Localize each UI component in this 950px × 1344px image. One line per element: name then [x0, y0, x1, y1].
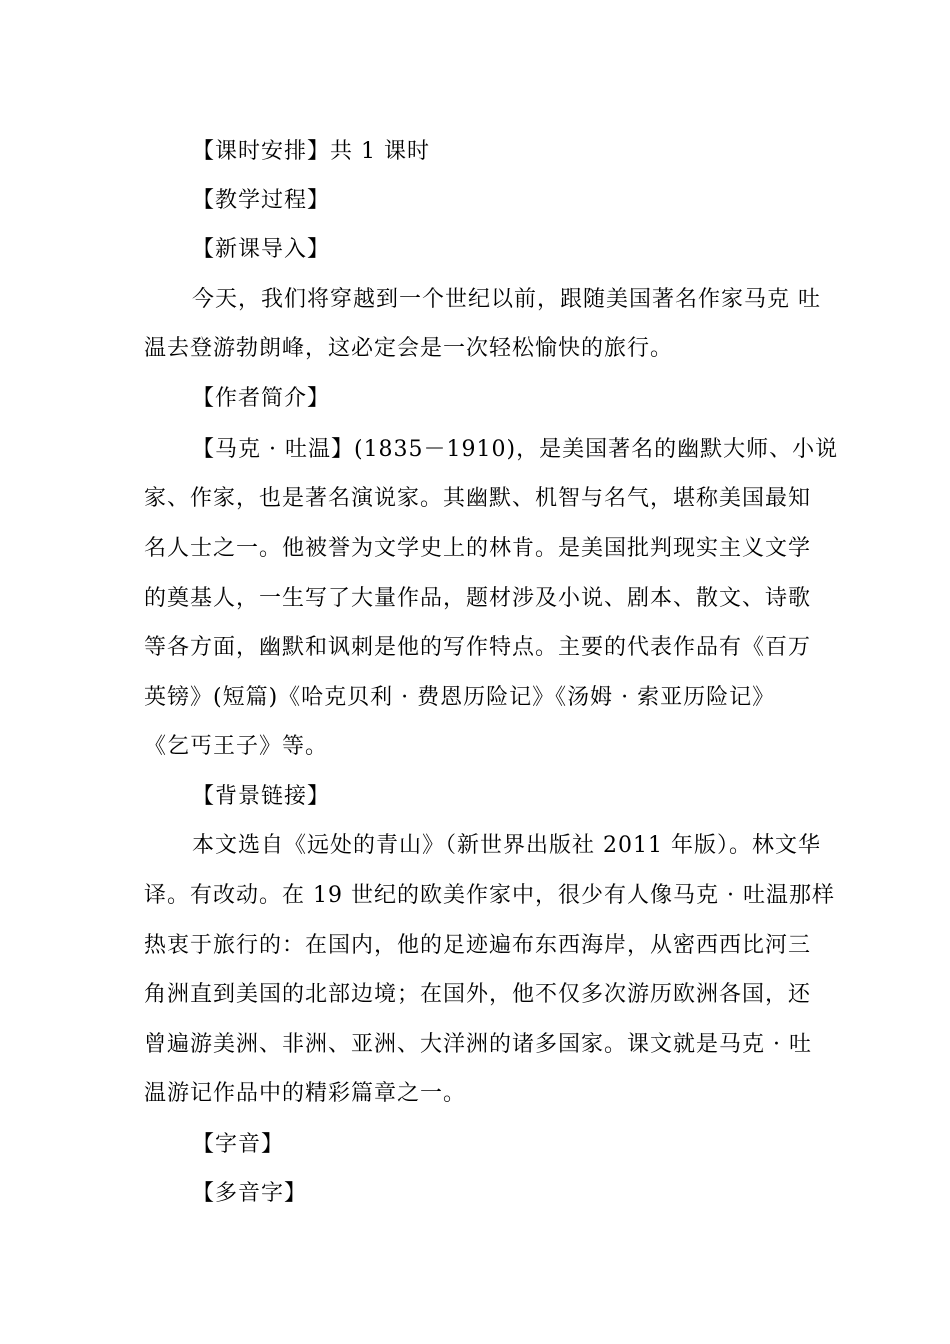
paragraph-line: 温游记作品中的精彩篇章之一。 — [144, 1081, 467, 1106]
paragraph-line: 译。有改动。在 19 世纪的欧美作家中，很少有人像马克 · 吐温那样 — [144, 883, 835, 908]
paragraph-line: 本文选自《远处的青山》（新世界出版社 2011 年版）。林文华 — [192, 833, 821, 858]
paragraph-line: 今天，我们将穿越到一个世纪以前，跟随美国著名作家马克 吐 — [192, 287, 821, 312]
paragraph-line: 等各方面，幽默和讽刺是他的写作特点。主要的代表作品有《百万 — [144, 635, 812, 660]
paragraph-line: 温去登游勃朗峰，这必定会是一次轻松愉快的旅行。 — [144, 336, 674, 361]
paragraph-line: 名人士之一。他被誉为文学史上的林肯。是美国批判现实主义文学 — [144, 536, 812, 561]
paragraph-line: 家、作家，也是著名演说家。其幽默、机智与名气，堪称美国最知 — [144, 486, 812, 511]
paragraph-line: 热衷于旅行的：在国内，他的足迹遍布东西海岸，从密西西比河三 — [144, 933, 812, 958]
paragraph-line: 的奠基人，一生写了大量作品，题材涉及小说、剧本、散文、诗歌 — [144, 586, 812, 611]
section-heading-schedule: 【课时安排】共 1 课时 — [192, 139, 430, 164]
paragraph-line: 曾遍游美洲、非洲、亚洲、大洋洲的诸多国家。课文就是马克 · 吐 — [144, 1032, 812, 1057]
section-heading-polyphones: 【多音字】 — [192, 1181, 308, 1206]
section-heading-intro: 【新课导入】 — [192, 237, 331, 262]
section-heading-author: 【作者简介】 — [192, 386, 331, 411]
paragraph-line: 《乞丐王子》等。 — [144, 734, 329, 759]
paragraph-line: 角洲直到美国的北部边境；在国外，他不仅多次游历欧洲各国，还 — [144, 982, 812, 1007]
section-heading-process: 【教学过程】 — [192, 188, 331, 213]
paragraph-line: 【马克 · 吐温】(1835－1910)，是美国著名的幽默大师、小说 — [192, 437, 839, 462]
section-heading-background: 【背景链接】 — [192, 784, 331, 809]
section-heading-pronunciation: 【字音】 — [192, 1132, 285, 1157]
paragraph-line: 英镑》(短篇)《哈克贝利 · 费恩历险记》《汤姆 · 索亚历险记》 — [144, 685, 776, 710]
